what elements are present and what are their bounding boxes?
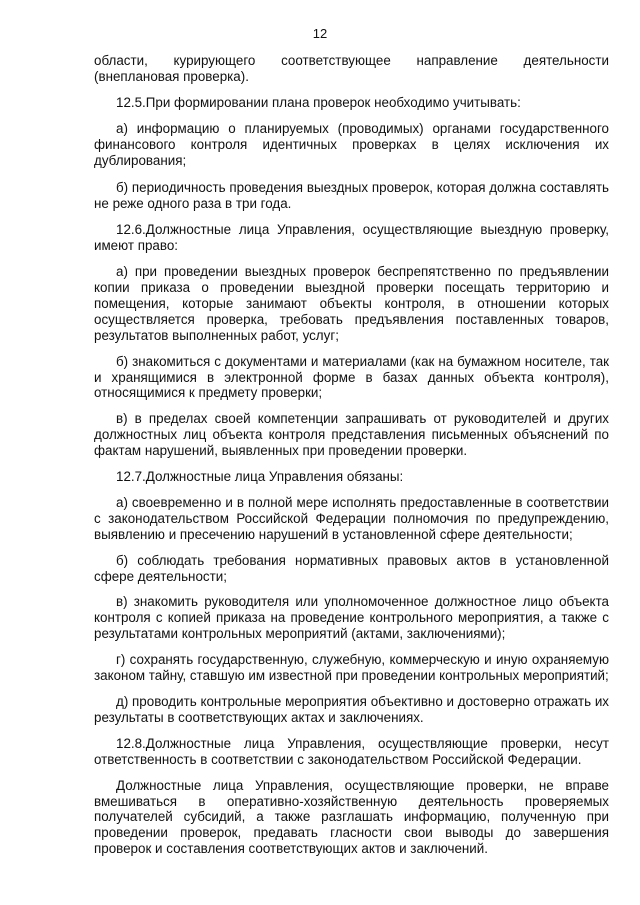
paragraph-12-6-b: б) знакомиться с документами и материалами (как на бумажном носителе, так и хранящимися в электронной форме в базах данных объекта контроля), относящимися к предмету проверки; bbox=[94, 353, 609, 401]
paragraph-12-8: 12.8.Должностные лица Управления, осуществляющие проверки, несут ответственность в соответствии с законодательством Российской Федерации. bbox=[94, 735, 609, 767]
paragraph-12-5-a: а) информацию о планируемых (проводимых) органами государственного финансового контроля идентичных проверках в целях исключения их дублирования; bbox=[94, 120, 609, 168]
paragraph-12-7-d: д) проводить контрольные мероприятия объективно и достоверно отражать их результаты в соответствующих актах и заключениях. bbox=[94, 694, 609, 725]
page-number: 12 bbox=[312, 26, 328, 41]
paragraph-closing: Должностные лица Управления, осуществляющие проверки, не вправе вмешиваться в оперативно-хозяйственную деятельность проверяемых получателей субсидий, а также разглашать информацию, полученную при проведении проверок, предавать гласности свои выводы до завершения проверок и составления соответствующих актов и заключений. bbox=[94, 777, 609, 857]
paragraph-12-6-v: в) в пределах своей компетенции запрашивать от руководителей и других должностных лиц объекта контроля представления письменных объяснений по фактам нарушений, выявленных при проведении проверки. bbox=[94, 411, 609, 459]
paragraph-12-5: 12.5.При формировании плана проверок необходимо учитывать: bbox=[116, 94, 521, 110]
paragraph-12-7: 12.7.Должностные лица Управления обязаны: bbox=[116, 469, 404, 485]
paragraph-12-7-a: а) своевременно и в полной мере исполнять предоставленные в соответствии с законодательством Российской Федерации полномочия по предупреждению, выявлению и пресечению нарушений в установленной сфере деятельности; bbox=[94, 494, 609, 542]
paragraph-12-6: 12.6.Должностные лица Управления, осуществляющие выездную проверку, имеют право: bbox=[94, 222, 609, 254]
paragraph-12-7-g: г) сохранять государственную, служебную, коммерческую и иную охраняемую законом тайну, ставшую им известной при проведении контрольных мероприятий; bbox=[94, 652, 609, 684]
paragraph-12-5-b: б) периодичность проведения выездных проверок, которая должна составлять не реже одного раза в три года. bbox=[94, 180, 609, 212]
paragraph-12-7-b: б) соблюдать требования нормативных правовых актов в установленной сфере деятельности; bbox=[94, 552, 609, 584]
paragraph-12-7-v: в) знакомить руководителя или уполномоченное должностное лицо объекта контроля с копией приказа на проведение контрольного мероприятия, а также с результатами контрольных мероприятий (актами, заключениями); bbox=[94, 594, 609, 642]
document-body bbox=[94, 53, 609, 857]
paragraph-12-6-a: а) при проведении выездных проверок беспрепятственно по предъявлении копии приказа о проведении выездной проверки посещать территорию и помещения, которые занимают объекты контроля, в отношении которых осуществляется проверка, требовать предъявления поставленных товаров, результатов выполненных работ, услуг; bbox=[94, 264, 609, 343]
paragraph-continuation: области, курирующего соответствующее направление деятельности (внеплановая проверка). bbox=[94, 53, 609, 84]
